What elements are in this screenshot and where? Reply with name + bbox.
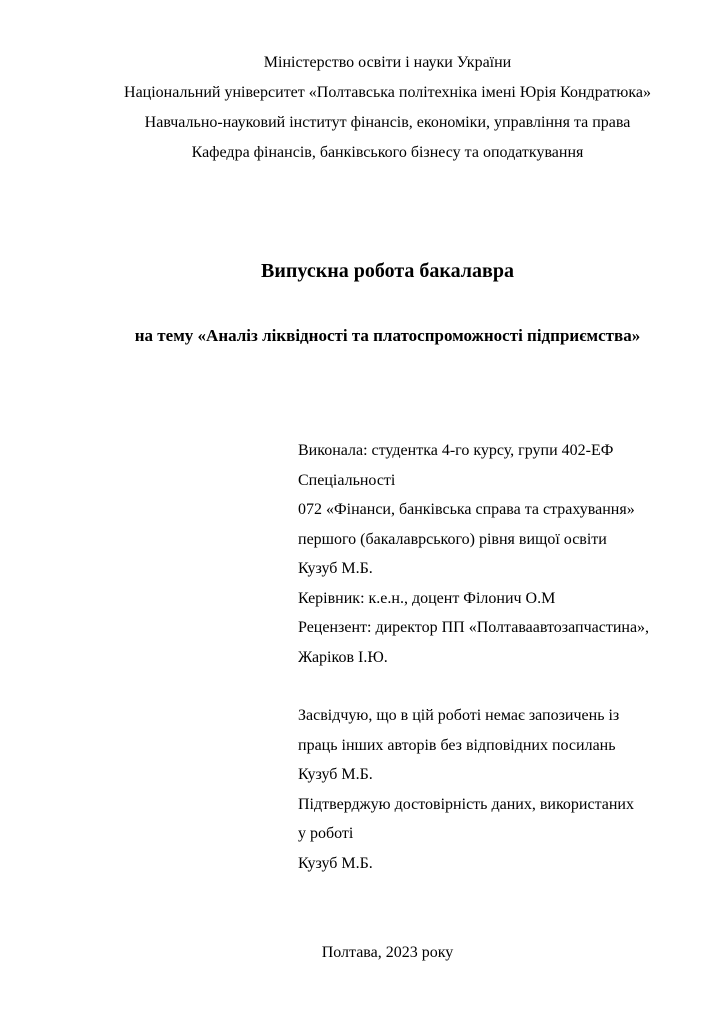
info-line-supervisor: Керівник: к.е.н., доцент Філонич О.М — [298, 589, 556, 607]
declaration-signature-1: Кузуб М.Б. — [298, 766, 373, 783]
document-header — [103, 48, 672, 168]
thesis-topic: на тему «Аналіз ліквідності та платоспроможності підприємства» — [134, 326, 641, 345]
declaration-signature-2: Кузуб М.Б. — [298, 854, 373, 872]
author-info-block — [298, 436, 672, 672]
header-line-institute: Навчально-науковий інститут фінансів, економіки, управління та права — [144, 114, 631, 131]
info-line-reviewer: Рецензент: директор ПП «Полтаваавтозапчастина», — [298, 619, 650, 636]
declaration-line-2: праць інших авторів без відповідних посилань — [298, 736, 616, 754]
info-line-author-name: Кузуб М.Б. — [298, 560, 373, 577]
header-line-university: Національний університет «Полтавська політехніка імені Юрія Кондратюка» — [124, 84, 651, 101]
header-line-department: Кафедра фінансів, банківського бізнесу та оподаткування — [191, 144, 584, 161]
info-line-reviewer-name: Жаріков І.Ю. — [298, 648, 388, 666]
declaration-line-4: у роботі — [298, 825, 354, 842]
declaration-line-1: Засвідчую, що в цій роботі немає запозичень із — [298, 707, 620, 724]
info-line-speciality-code: 072 «Фінанси, банківська справа та страхування» — [298, 501, 635, 518]
info-line-author: Виконала: студентка 4-го курсу, групи 402-ЕФ — [298, 442, 614, 459]
thesis-title: Випускна робота бакалавра — [261, 260, 514, 282]
info-line-degree-level: першого (бакалаврського) рівня вищої освіти — [298, 530, 607, 548]
header-line-ministry: Міністерство освіти і науки України — [263, 54, 512, 71]
footer-place-year: Полтава, 2023 року — [321, 944, 454, 961]
declaration-line-3: Підтверджую достовірність даних, використаних — [298, 795, 634, 813]
info-line-speciality-label: Спеціальності — [298, 471, 396, 489]
declaration-block — [298, 701, 672, 878]
